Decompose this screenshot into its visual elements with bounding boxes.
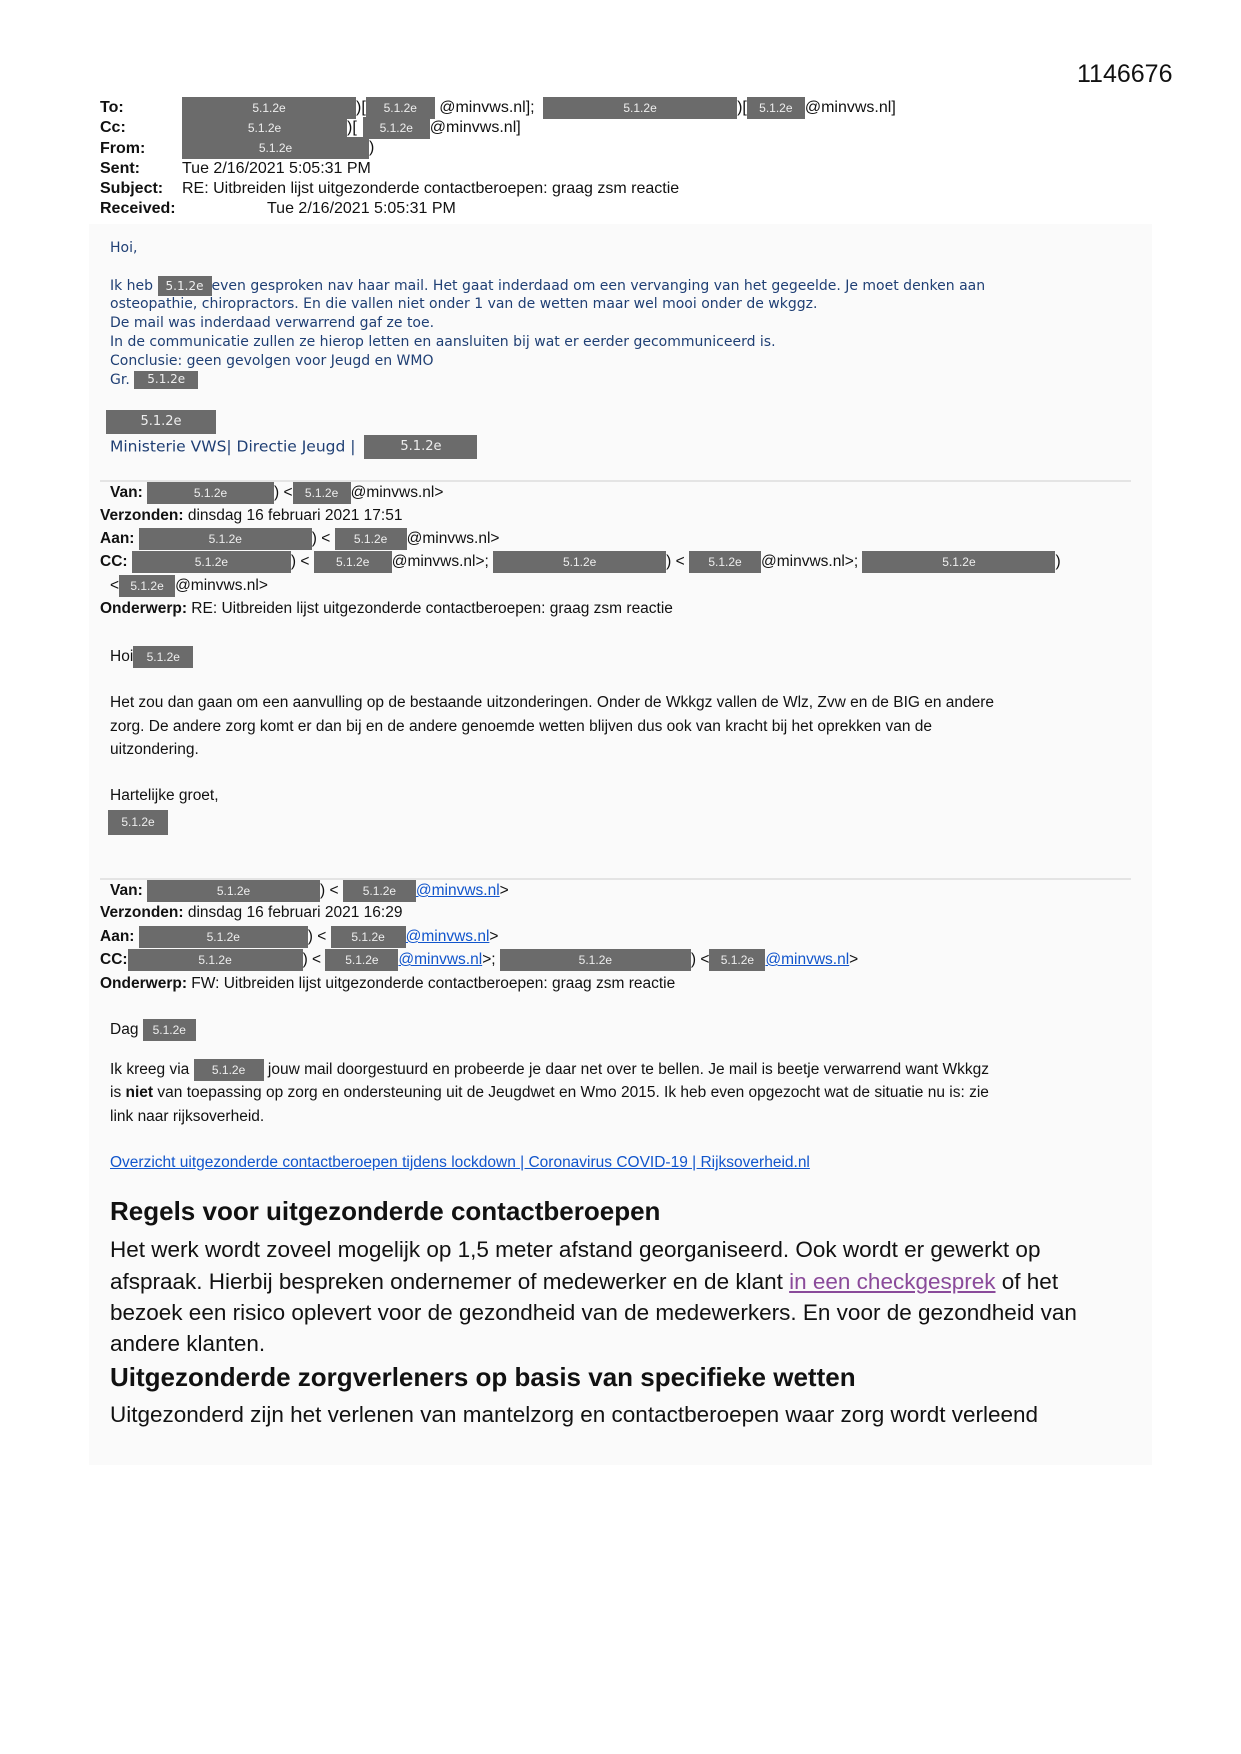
text: ) bbox=[1055, 553, 1061, 571]
redaction: 5.1.2e bbox=[139, 528, 312, 550]
text: > bbox=[849, 951, 859, 969]
redaction: 5.1.2e bbox=[689, 551, 761, 573]
text: afspraak. Hierbij bespreken ondernemer of medewerker en de klant bbox=[110, 1269, 783, 1294]
text: Gr. bbox=[110, 372, 130, 388]
text: >; bbox=[482, 951, 496, 969]
redaction: 5.1.2e bbox=[182, 137, 369, 159]
text: RE: Uitbreiden lijst uitgezonderde contactberoepen: graag zsm reactie bbox=[191, 600, 673, 617]
body-line bbox=[110, 1059, 989, 1081]
emphasis: niet bbox=[125, 1084, 154, 1101]
redaction: 5.1.2e bbox=[133, 646, 193, 668]
redaction: 5.1.2e bbox=[108, 810, 168, 835]
text: is bbox=[110, 1084, 122, 1101]
redaction: 5.1.2e bbox=[331, 926, 406, 948]
aan-row bbox=[100, 926, 498, 948]
cc-label: Cc: bbox=[100, 119, 126, 136]
email-domain: @minvws.nl> bbox=[175, 577, 268, 595]
email-link[interactable]: @minvws.nl bbox=[405, 928, 490, 946]
redaction: 5.1.2e bbox=[325, 949, 398, 971]
redaction: 5.1.2e bbox=[182, 117, 347, 139]
body-line: link naar rijksoverheid. bbox=[110, 1108, 265, 1125]
signoff bbox=[110, 371, 198, 390]
onderwerp-row bbox=[100, 973, 675, 995]
greeting bbox=[110, 646, 193, 668]
body-line: In de communicatie zullen ze hierop letten en aansluiten bij wat er eerder gecommuniceerd is. bbox=[110, 334, 776, 350]
text: ) < bbox=[274, 484, 293, 502]
text: > bbox=[489, 928, 499, 946]
redaction: 5.1.2e bbox=[543, 97, 737, 119]
text: Ministerie VWS| Directie Jeugd | bbox=[110, 437, 356, 456]
to-label: To: bbox=[100, 99, 124, 116]
paragraph-line: Uitgezonderd zijn het verlenen van mantelzorg en contactberoepen waar zorg wordt verleend bbox=[110, 1402, 1039, 1427]
text: ) < bbox=[320, 882, 339, 900]
redaction: 5.1.2e bbox=[194, 1059, 264, 1081]
label: CC: bbox=[100, 951, 128, 969]
label: Aan: bbox=[100, 530, 135, 548]
redaction: 5.1.2e bbox=[343, 880, 416, 902]
label: Van: bbox=[110, 882, 143, 900]
body-line: osteopathie, chiropractors. En die vallen niet onder 1 van de wetten maar wel mooi onder de wkggz. bbox=[110, 296, 818, 312]
redaction: 5.1.2e bbox=[363, 117, 430, 139]
text: ) < bbox=[311, 530, 331, 548]
redaction: 5.1.2e bbox=[493, 551, 666, 573]
text: of het bbox=[1001, 1269, 1059, 1294]
paragraph-line: bezoek een risico oplevert voor de gezondheid van de medewerkers. En voor de gezondheid van bbox=[110, 1300, 1077, 1325]
redaction: 5.1.2e bbox=[139, 926, 308, 948]
redaction: 5.1.2e bbox=[364, 435, 477, 459]
redaction: 5.1.2e bbox=[862, 551, 1055, 573]
paragraph-line bbox=[110, 1271, 1058, 1293]
body-line: Het zou dan gaan om een aanvulling op de bestaande uitzonderingen. Onder de Wkkgz vallen de Wlz, Zvw en de BIG en andere bbox=[110, 694, 995, 711]
verzonden-row bbox=[100, 505, 402, 527]
text: ) < bbox=[290, 553, 310, 571]
redaction: 5.1.2e bbox=[132, 551, 291, 573]
body-line: uitzondering. bbox=[110, 741, 199, 758]
greeting bbox=[110, 1019, 196, 1041]
signature bbox=[108, 810, 168, 835]
redaction: 5.1.2e bbox=[709, 949, 765, 971]
text: even gesproken nav haar mail. Het gaat inderdaad om een vervanging van het gegeelde. Je moet denken aan bbox=[211, 278, 986, 294]
email-domain: @minvws.nl> bbox=[406, 530, 500, 548]
email-domain: @minvws.nl>; bbox=[761, 553, 859, 571]
rijksoverheid-link[interactable]: Overzicht uitgezonderde contactberoepen tijdens lockdown | Coronavirus COVID-19 | Rijksoverheid.nl bbox=[110, 1154, 810, 1171]
email-domain: @minvws.nl]; bbox=[439, 99, 535, 117]
text: ) < bbox=[302, 951, 322, 969]
subject-value: RE: Uitbreiden lijst uitgezonderde contactberoepen: graag zsm reactie bbox=[182, 180, 680, 197]
label: Van: bbox=[110, 484, 143, 502]
van-row bbox=[110, 482, 443, 504]
redaction: 5.1.2e bbox=[747, 97, 805, 119]
separator: )[ bbox=[347, 119, 357, 137]
closing: Hartelijke groet, bbox=[110, 787, 219, 804]
body-line bbox=[110, 276, 985, 296]
label: Onderwerp: bbox=[100, 600, 187, 617]
redaction: 5.1.2e bbox=[147, 482, 274, 504]
text: > bbox=[499, 882, 509, 900]
email-domain: @minvws.nl>; bbox=[391, 553, 489, 571]
label: Onderwerp: bbox=[100, 975, 187, 992]
verzonden-row bbox=[100, 902, 402, 924]
heading-exempt-care: Uitgezonderde zorgverleners op basis van specifieke wetten bbox=[110, 1362, 856, 1392]
paragraph-line: andere klanten. bbox=[110, 1331, 266, 1356]
redaction: 5.1.2e bbox=[106, 410, 216, 434]
from-value bbox=[182, 137, 374, 159]
paragraph-line: Het werk wordt zoveel mogelijk op 1,5 meter afstand georganiseerd. Ook wordt er gewerkt op bbox=[110, 1237, 1041, 1262]
label: CC: bbox=[100, 553, 128, 571]
text: ) < bbox=[666, 553, 685, 571]
cc-row-continued bbox=[110, 575, 268, 597]
separator: )[ bbox=[737, 99, 747, 117]
heading-rules: Regels voor uitgezonderde contactberoepen bbox=[110, 1196, 661, 1226]
redaction: 5.1.2e bbox=[143, 1019, 196, 1041]
email-link[interactable]: @minvws.nl bbox=[765, 951, 850, 969]
redaction: 5.1.2e bbox=[134, 371, 198, 389]
text: jouw mail doorgestuurd en probeerde je daar net over te bellen. Je mail is beetje verwarrend want Wkkgz bbox=[267, 1061, 990, 1079]
received-label: Received: bbox=[100, 200, 176, 217]
redaction: 5.1.2e bbox=[366, 97, 435, 119]
cc-value bbox=[182, 117, 521, 139]
van-row bbox=[110, 880, 509, 902]
body-line: Conclusie: geen gevolgen voor Jeugd en WMO bbox=[110, 353, 434, 369]
checkgesprek-link[interactable]: in een checkgesprek bbox=[789, 1269, 996, 1294]
redaction: 5.1.2e bbox=[147, 880, 320, 902]
signature-name bbox=[106, 410, 216, 434]
label: Verzonden: bbox=[100, 507, 184, 524]
text: dinsdag 16 februari 2021 16:29 bbox=[187, 904, 403, 921]
separator: ) bbox=[369, 139, 375, 157]
separator: )[ bbox=[356, 99, 366, 117]
email-domain: @minvws.nl] bbox=[429, 119, 521, 137]
text: dinsdag 16 februari 2021 17:51 bbox=[187, 507, 403, 524]
email-domain: @minvws.nl] bbox=[804, 99, 896, 117]
cc-row bbox=[100, 949, 858, 971]
text: < bbox=[110, 577, 120, 595]
cc-row bbox=[100, 551, 1061, 573]
text: Ik heb bbox=[110, 278, 154, 294]
text: Dag bbox=[110, 1021, 139, 1039]
redaction: 5.1.2e bbox=[500, 949, 691, 971]
body-line bbox=[110, 1082, 989, 1104]
from-label: From: bbox=[100, 140, 146, 157]
redaction: 5.1.2e bbox=[128, 949, 303, 971]
subject-label: Subject: bbox=[100, 180, 164, 197]
redaction: 5.1.2e bbox=[158, 276, 212, 296]
sent-label: Sent: bbox=[100, 160, 140, 177]
greeting: Hoi, bbox=[110, 240, 138, 256]
document-id: 1146676 bbox=[1077, 60, 1173, 88]
body-line: zorg. De andere zorg komt er dan bij en de andere genoemde wetten blijven dus ook van kracht bij het oprekken van de bbox=[110, 718, 933, 735]
email-domain: @minvws.nl> bbox=[350, 484, 444, 502]
text: ) < bbox=[307, 928, 327, 946]
signature-org bbox=[110, 435, 477, 459]
received-value: Tue 2/16/2021 5:05:31 PM bbox=[267, 200, 456, 217]
redaction: 5.1.2e bbox=[335, 528, 407, 550]
text: Ik kreeg via bbox=[110, 1061, 190, 1079]
onderwerp-row bbox=[100, 598, 673, 620]
text: ) < bbox=[690, 951, 710, 969]
email-link[interactable]: @minvws.nl bbox=[415, 882, 500, 900]
redaction: 5.1.2e bbox=[119, 575, 175, 597]
sent-value: Tue 2/16/2021 5:05:31 PM bbox=[182, 160, 371, 177]
label: Aan: bbox=[100, 928, 135, 946]
text: Hoi bbox=[110, 648, 134, 666]
text: FW: Uitbreiden lijst uitgezonderde contactberoepen: graag zsm reactie bbox=[191, 975, 676, 992]
redaction: 5.1.2e bbox=[293, 482, 351, 504]
body-line: De mail was inderdaad verwarrend gaf ze toe. bbox=[110, 315, 435, 331]
redaction: 5.1.2e bbox=[314, 551, 392, 573]
email-link[interactable]: @minvws.nl bbox=[398, 951, 483, 969]
label: Verzonden: bbox=[100, 904, 184, 921]
text: van toepassing op zorg en ondersteuning uit de Jeugdwet en Wmo 2015. Ik heb even opgezocht wat de situatie nu is: zie bbox=[157, 1084, 989, 1101]
to-value bbox=[182, 97, 896, 119]
redaction: 5.1.2e bbox=[182, 97, 356, 119]
aan-row bbox=[100, 528, 499, 550]
